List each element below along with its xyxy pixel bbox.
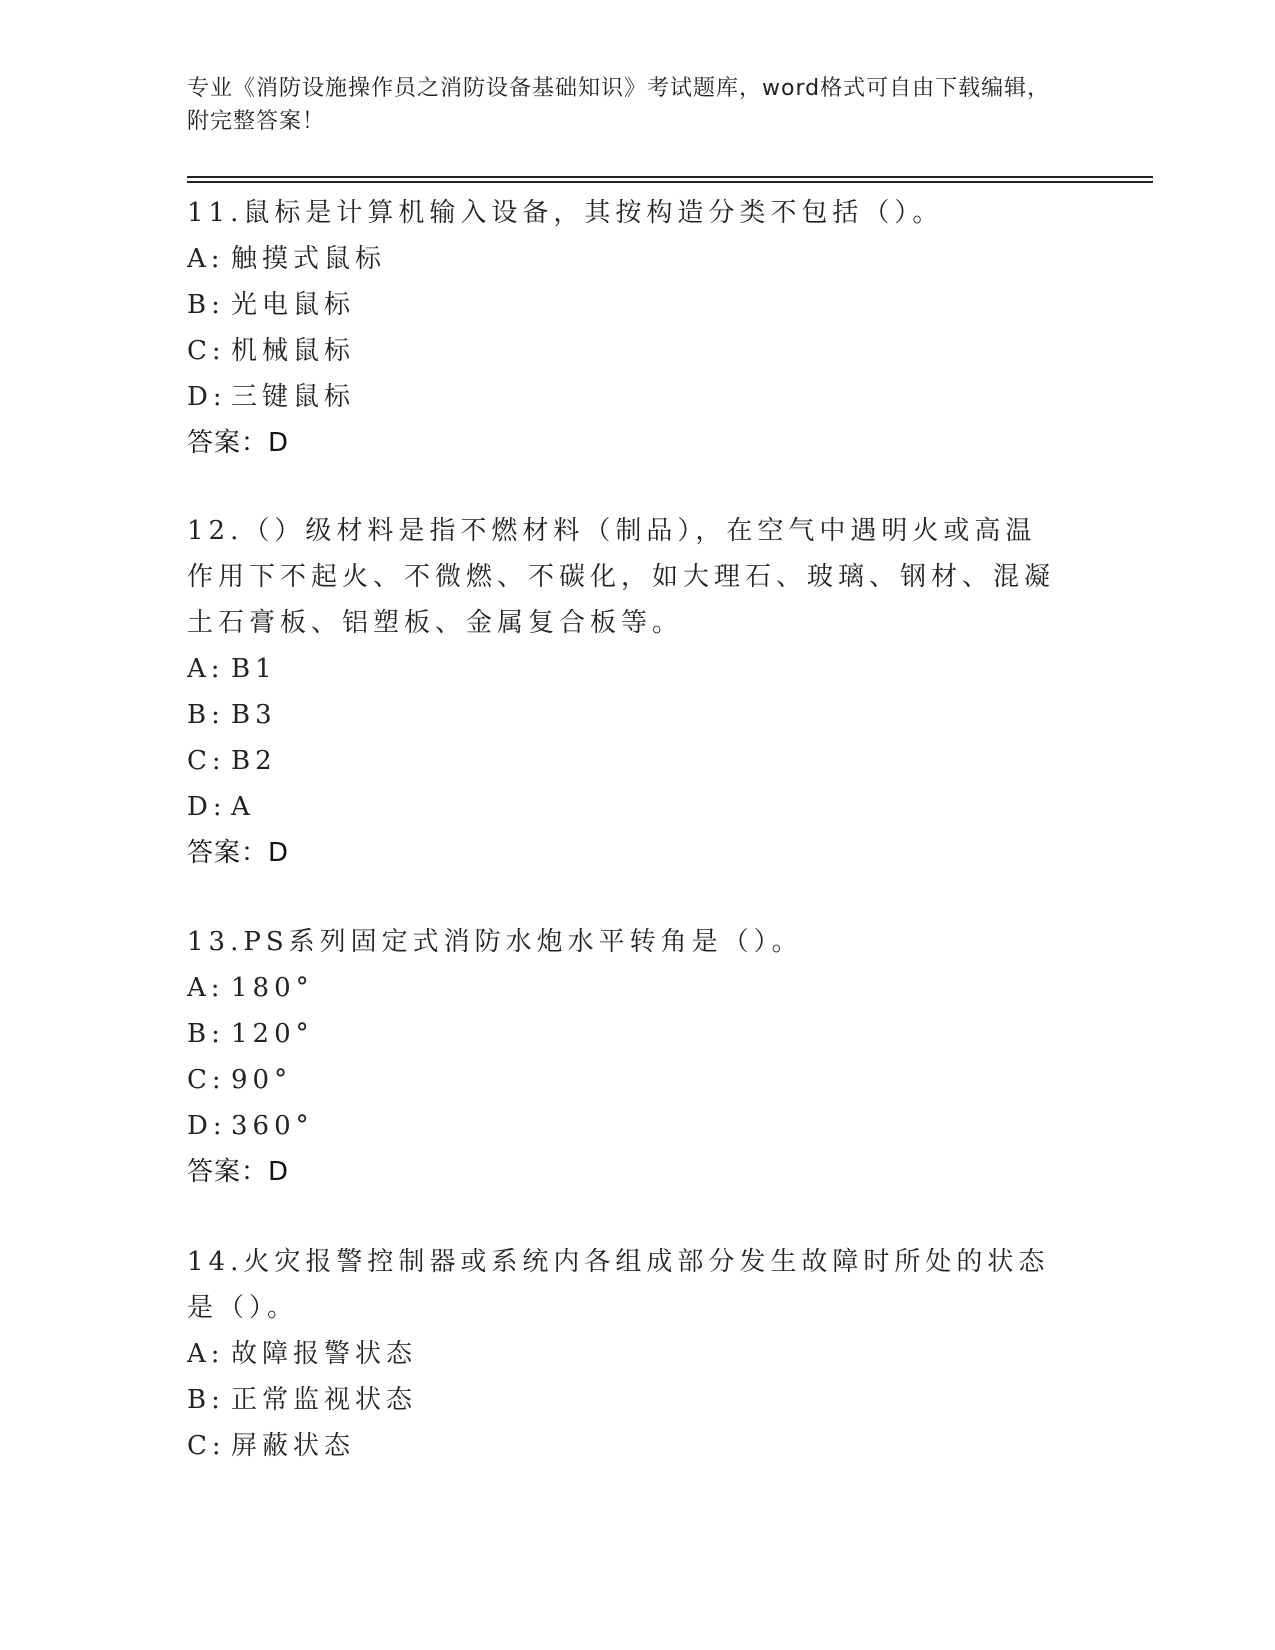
option-text: 光电鼠标 <box>231 290 356 320</box>
option-b <box>187 692 1067 738</box>
option-text: 360° <box>231 1111 314 1141</box>
document-header: 专业《消防设施操作员之消防设备基础知识》考试题库，word格式可自由下载编辑，附完整答案！ <box>187 76 1051 134</box>
option-c <box>187 328 1067 374</box>
option-text: 正常监视状态 <box>231 1385 418 1415</box>
option-text: 90° <box>231 1065 293 1095</box>
option-letter: D: <box>187 792 227 822</box>
question-14 <box>187 1239 1067 1469</box>
option-b <box>187 1377 1067 1423</box>
option-text: 故障报警状态 <box>231 1339 418 1369</box>
option-text: A <box>231 792 255 822</box>
option-letter: D: <box>187 1111 227 1141</box>
option-letter: B: <box>187 700 225 730</box>
option-letter: A: <box>187 654 225 684</box>
option-a <box>187 1331 1067 1377</box>
option-a <box>187 646 1067 692</box>
option-letter: B: <box>187 290 225 320</box>
option-letter: A: <box>187 973 225 1003</box>
answer-line: 答案：D <box>187 838 290 868</box>
question-stem: 13.PS系列固定式消防水炮水平转角是（）。 <box>187 927 803 957</box>
option-letter: A: <box>187 244 225 274</box>
answer-line: 答案：D <box>187 1157 290 1187</box>
question-stem: 14.火灾报警控制器或系统内各组成部分发生故障时所处的状态是（）。 <box>187 1247 1050 1323</box>
option-text: B2 <box>231 746 277 776</box>
header-divider-bottom <box>187 181 1153 183</box>
option-text: B1 <box>231 654 277 684</box>
option-letter: D: <box>187 382 227 412</box>
option-c <box>187 1423 1067 1469</box>
option-text: B3 <box>231 700 277 730</box>
question-11 <box>187 190 1067 466</box>
option-letter: C: <box>187 336 226 366</box>
option-letter: B: <box>187 1385 225 1415</box>
question-stem: 12.（）级材料是指不燃材料（制品），在空气中遇明火或高温作用下不起火、不微燃、不碳化，如大理石、玻璃、钢材、混凝土石膏板、铝塑板、金属复合板等。 <box>187 516 1056 638</box>
option-a <box>187 236 1067 282</box>
option-letter: A: <box>187 1339 225 1369</box>
answer-line: 答案：D <box>187 428 290 458</box>
question-13 <box>187 919 1067 1195</box>
option-letter: C: <box>187 746 226 776</box>
option-d <box>187 1103 1067 1149</box>
option-text: 180° <box>231 973 314 1003</box>
option-letter: C: <box>187 1431 226 1461</box>
question-12 <box>187 508 1067 876</box>
option-text: 机械鼠标 <box>231 336 356 366</box>
option-c <box>187 738 1067 784</box>
option-d <box>187 374 1067 420</box>
option-d <box>187 784 1067 830</box>
option-a <box>187 965 1067 1011</box>
question-stem: 11.鼠标是计算机输入设备，其按构造分类不包括（）。 <box>187 198 944 228</box>
option-letter: B: <box>187 1019 225 1049</box>
option-b <box>187 1011 1067 1057</box>
option-text: 屏蔽状态 <box>231 1431 356 1461</box>
option-letter: C: <box>187 1065 226 1095</box>
option-text: 120° <box>231 1019 314 1049</box>
option-text: 触摸式鼠标 <box>231 244 387 274</box>
option-b <box>187 282 1067 328</box>
header-divider-top <box>187 176 1153 178</box>
option-c <box>187 1057 1067 1103</box>
option-text: 三键鼠标 <box>231 382 356 412</box>
